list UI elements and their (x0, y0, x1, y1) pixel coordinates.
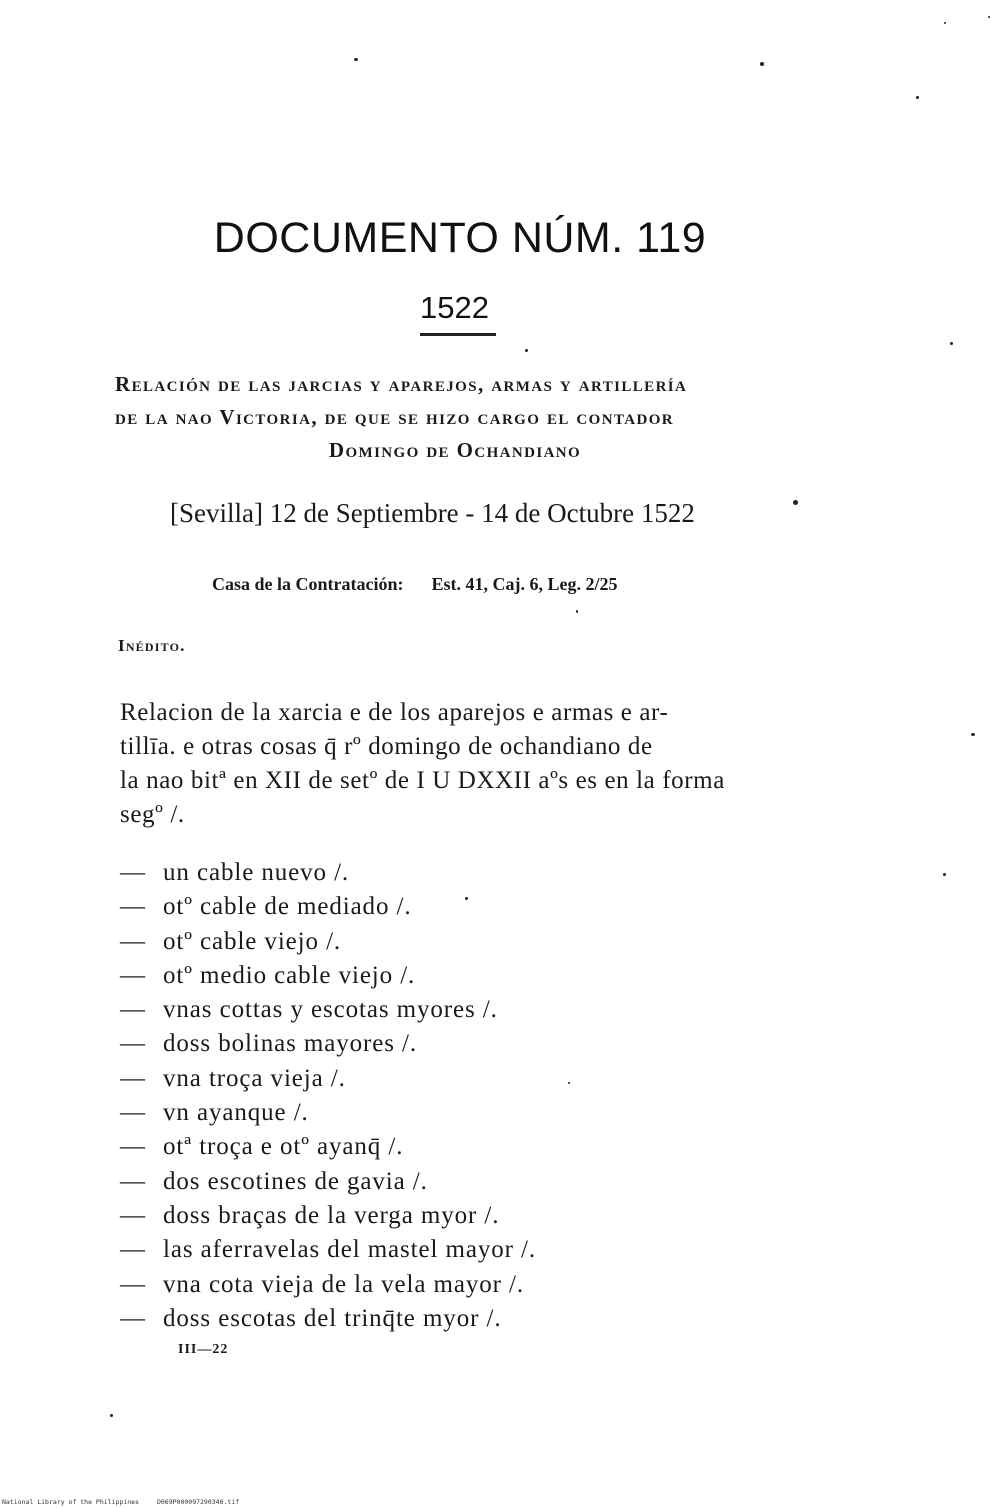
list-item (120, 1062, 536, 1096)
list-dash: — (120, 1167, 146, 1195)
list-item (120, 1027, 536, 1061)
signature-mark: III—22 (178, 1342, 229, 1357)
item-text: vn ayanque /. (163, 1099, 309, 1127)
list-item (120, 1233, 536, 1267)
list-item (120, 1199, 536, 1233)
list-item (120, 1302, 536, 1336)
item-text: otª troça e otº ayanq̄ /. (163, 1133, 404, 1161)
list-dash: — (120, 927, 146, 955)
item-text: vnas cottas y escotas myores /. (163, 996, 498, 1024)
list-dash: — (120, 961, 146, 989)
document-year: 1522 (420, 290, 489, 325)
document-summary (115, 368, 795, 467)
item-text: vna cota vieja de la vela mayor /. (163, 1270, 525, 1298)
year-underline (420, 333, 496, 336)
intro-line: Relacion de la xarcia e de los aparejos e armas e ar- (120, 699, 669, 726)
list-item (120, 959, 536, 993)
scan-speck (760, 62, 764, 66)
scan-speck (568, 1082, 570, 1084)
archive-label: Casa de la Contratación: (212, 574, 404, 594)
list-dash: — (120, 1304, 146, 1332)
summary-line: Domingo de Ochandiano (328, 438, 582, 462)
scan-speck (971, 733, 975, 736)
list-item (120, 993, 536, 1027)
scan-speck (793, 500, 798, 505)
scan-speck (525, 349, 528, 352)
scan-speck (988, 16, 990, 18)
publication-status: Inédito. (118, 636, 186, 655)
list-dash: — (120, 1030, 146, 1058)
document-title: DOCUMENTO NÚM. 119 (213, 214, 707, 262)
list-dash: — (120, 1099, 146, 1127)
intro-line: segº /. (120, 801, 185, 828)
scan-speck (944, 22, 946, 24)
item-text: dos escotines de gavia /. (163, 1167, 428, 1195)
list-item (120, 1165, 536, 1199)
scan-speck (943, 873, 946, 876)
item-text: otº medio cable viejo /. (163, 961, 416, 989)
list-item (120, 925, 536, 959)
item-text: doss escotas del trinq̄te myor /. (163, 1304, 502, 1332)
list-dash: — (120, 1270, 146, 1298)
item-text: un cable nuevo /. (163, 859, 350, 886)
list-item (120, 1268, 536, 1302)
list-item (120, 856, 536, 890)
scan-footer (2, 1498, 239, 1506)
item-text: otº cable de mediado /. (163, 893, 412, 921)
item-text: otº cable viejo /. (163, 927, 342, 955)
scan-speck (916, 96, 919, 99)
intro-paragraph (120, 696, 800, 832)
summary-line: Relación de las jarcias y aparejos, armas y artillería (115, 372, 688, 396)
list-item (120, 1096, 536, 1130)
archive-location: Est. 41, Caj. 6, Leg. 2/25 (431, 574, 618, 594)
intro-line: tillīa. e otras cosas q̄ rº domingo de ochandiano de (120, 733, 653, 760)
list-dash: — (120, 1236, 146, 1264)
list-dash: — (120, 859, 146, 886)
summary-line: de la nao Victoria, de que se hizo cargo el contador (115, 405, 675, 429)
scan-speck (950, 342, 953, 345)
list-item (120, 890, 536, 924)
scan-speck (354, 58, 358, 61)
archive-reference (212, 574, 618, 595)
item-text: vna troça vieja /. (163, 1064, 346, 1092)
scan-speck (110, 1414, 113, 1417)
list-dash: — (120, 1201, 146, 1229)
footer-filename: D069P000097290346.tif (156, 1498, 240, 1506)
scan-speck (465, 897, 468, 900)
list-item (120, 1130, 536, 1164)
intro-line: la nao bitª en XII de setº de I U DXXII aºs es en la forma (120, 767, 725, 794)
list-dash: — (120, 996, 146, 1024)
list-dash: — (120, 893, 146, 921)
item-text: doss bolinas mayores /. (163, 1030, 418, 1058)
list-dash: — (120, 1133, 146, 1161)
list-dash: — (120, 1064, 146, 1092)
item-text: doss braças de la verga myor /. (163, 1201, 500, 1229)
place-date: [Sevilla] 12 de Septiembre - 14 de Octubre 1522 (170, 498, 695, 528)
inventory-list (120, 856, 536, 1336)
scan-speck (576, 610, 578, 613)
footer-library: National Library of the Philippines (2, 1498, 139, 1506)
item-text: las aferravelas del mastel mayor /. (163, 1236, 537, 1264)
